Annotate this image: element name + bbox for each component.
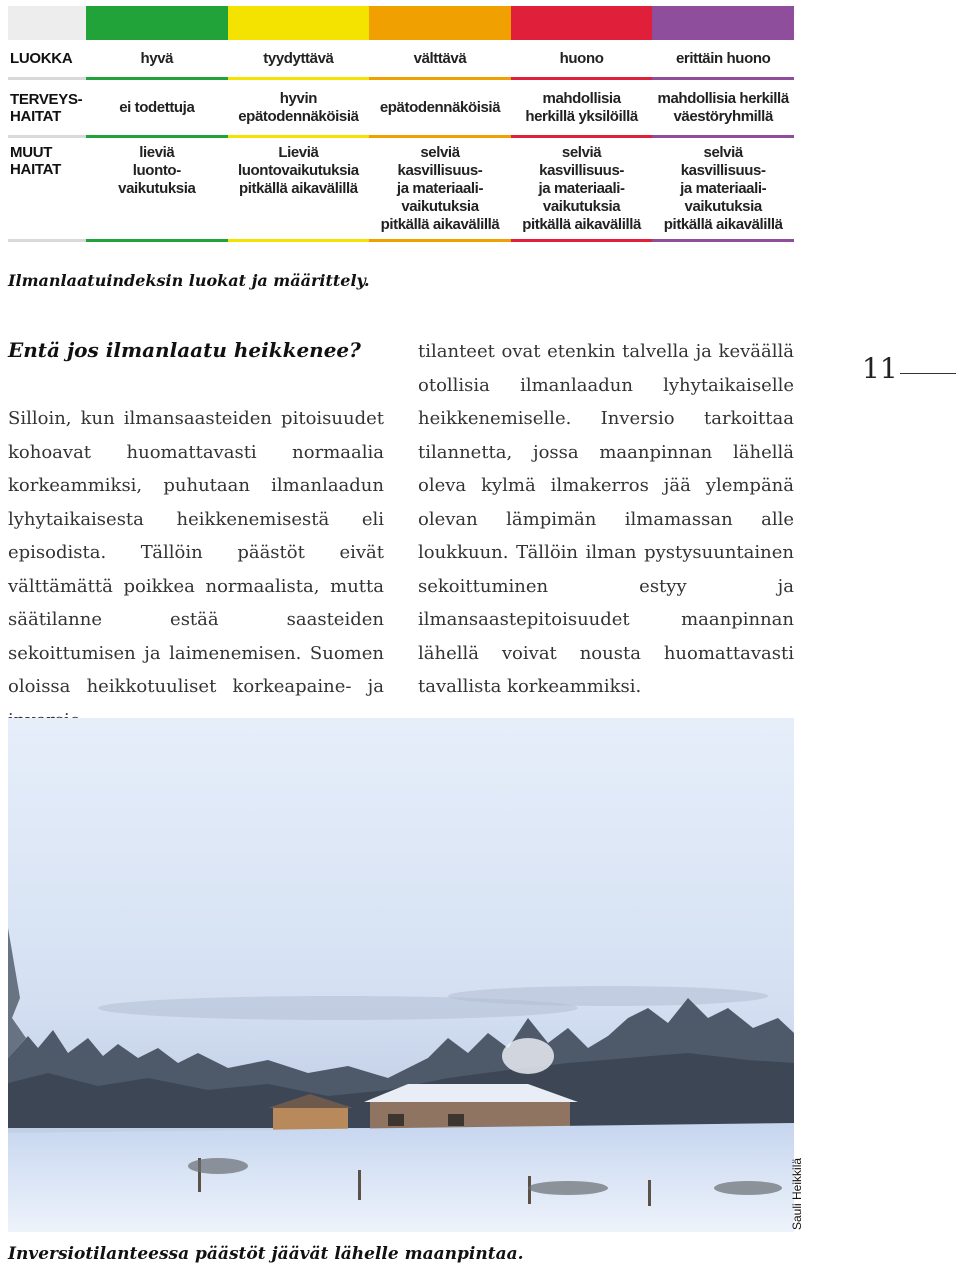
other-effects-cell: lieviä luonto- vaikutuksia — [86, 138, 228, 242]
health-row — [8, 80, 794, 138]
other-effects-cell: Lieviä luontovaikutuksia pitkällä aikavälillä — [228, 138, 370, 242]
color-bar — [8, 6, 794, 40]
other-effects-row-label: MUUT HAITAT — [8, 138, 86, 242]
other-effects-cell: selviä kasvillisuus- ja materiaali- vaikutuksia pitkällä aikavälillä — [369, 138, 511, 242]
table-caption: Ilmanlaatuindeksin luokat ja määrittely. — [8, 271, 370, 290]
color-swatch-tyydyttava — [228, 6, 370, 40]
color-swatch-valttava — [369, 6, 511, 40]
category-row-label: LUOKKA — [8, 40, 86, 80]
health-cell: mahdollisia herkillä yksilöillä — [511, 80, 653, 138]
winter-inversion-photo — [8, 718, 794, 1232]
category-cell: huono — [511, 40, 653, 80]
category-cell: hyvä — [86, 40, 228, 80]
page-number-rule — [900, 373, 956, 374]
health-cell: epätodennäköisiä — [369, 80, 511, 138]
category-cell: tyydyttävä — [228, 40, 370, 80]
body-text-left-column: Silloin, kun ilmansaasteiden pitoisuudet kohoavat huomattavasti normaalia korkeammiksi, puhutaan ilmanlaadun lyhytaikaisesta heikkenemisestä eli episodista. Tällöin päästöt eivät välttämättä poikkea normaalista, mutta säätilanne estää saasteiden sekoittumisen ja laimenemisen. Suomen oloissa heikkotuuliset korkeapaine- ja — [8, 408, 384, 697]
page-number: 11 — [862, 352, 898, 385]
color-swatch-hyva — [86, 6, 228, 40]
photo-credit: Sauli Heikkilä — [790, 1157, 804, 1230]
other-effects-cell: selviä kasvillisuus- ja materiaali- vaikutuksia pitkällä aikavälillä — [511, 138, 653, 242]
health-cell: mahdollisia herkillä väestöryhmillä — [652, 80, 794, 138]
health-cell: hyvin epätodennäköisiä — [228, 80, 370, 138]
section-heading: Entä jos ilmanlaatu heikkenee? — [8, 338, 361, 362]
air-quality-index-table — [8, 6, 794, 242]
category-cell: erittäin huono — [652, 40, 794, 80]
category-cell: välttävä — [369, 40, 511, 80]
category-row — [8, 40, 794, 80]
body-text-right-column: tilanteet ovat etenkin talvella ja keväällä otollisia ilmanlaadun lyhytaikaiselle heikkenemiselle. Inversio tarkoittaa tilannetta, jossa maanpinnan lähellä oleva kylmä ilmakerros jää ylempänä olevan lämpimän ilmamassan alle loukkuun. Tällöin ilman pystysuuntainen sekoittuminen estyy ja ilmansaastepitoisuudet maanpinnan lähellä voivat nousta huomattavasti tavallista korkeammiksi. — [418, 341, 794, 697]
other-effects-row — [8, 138, 794, 242]
health-row-label: TERVEYS- HAITAT — [8, 80, 86, 138]
color-bar-spacer — [8, 6, 86, 40]
photo-caption: Inversiotilanteessa päästöt jäävät lähelle maanpintaa. — [8, 1244, 524, 1264]
color-swatch-erittain-huono — [652, 6, 794, 40]
other-effects-cell: selviä kasvillisuus- ja materiaali- vaikutuksia pitkällä aikavälillä — [652, 138, 794, 242]
color-swatch-huono — [511, 6, 653, 40]
health-cell: ei todettuja — [86, 80, 228, 138]
photo-illustration — [8, 718, 794, 1232]
